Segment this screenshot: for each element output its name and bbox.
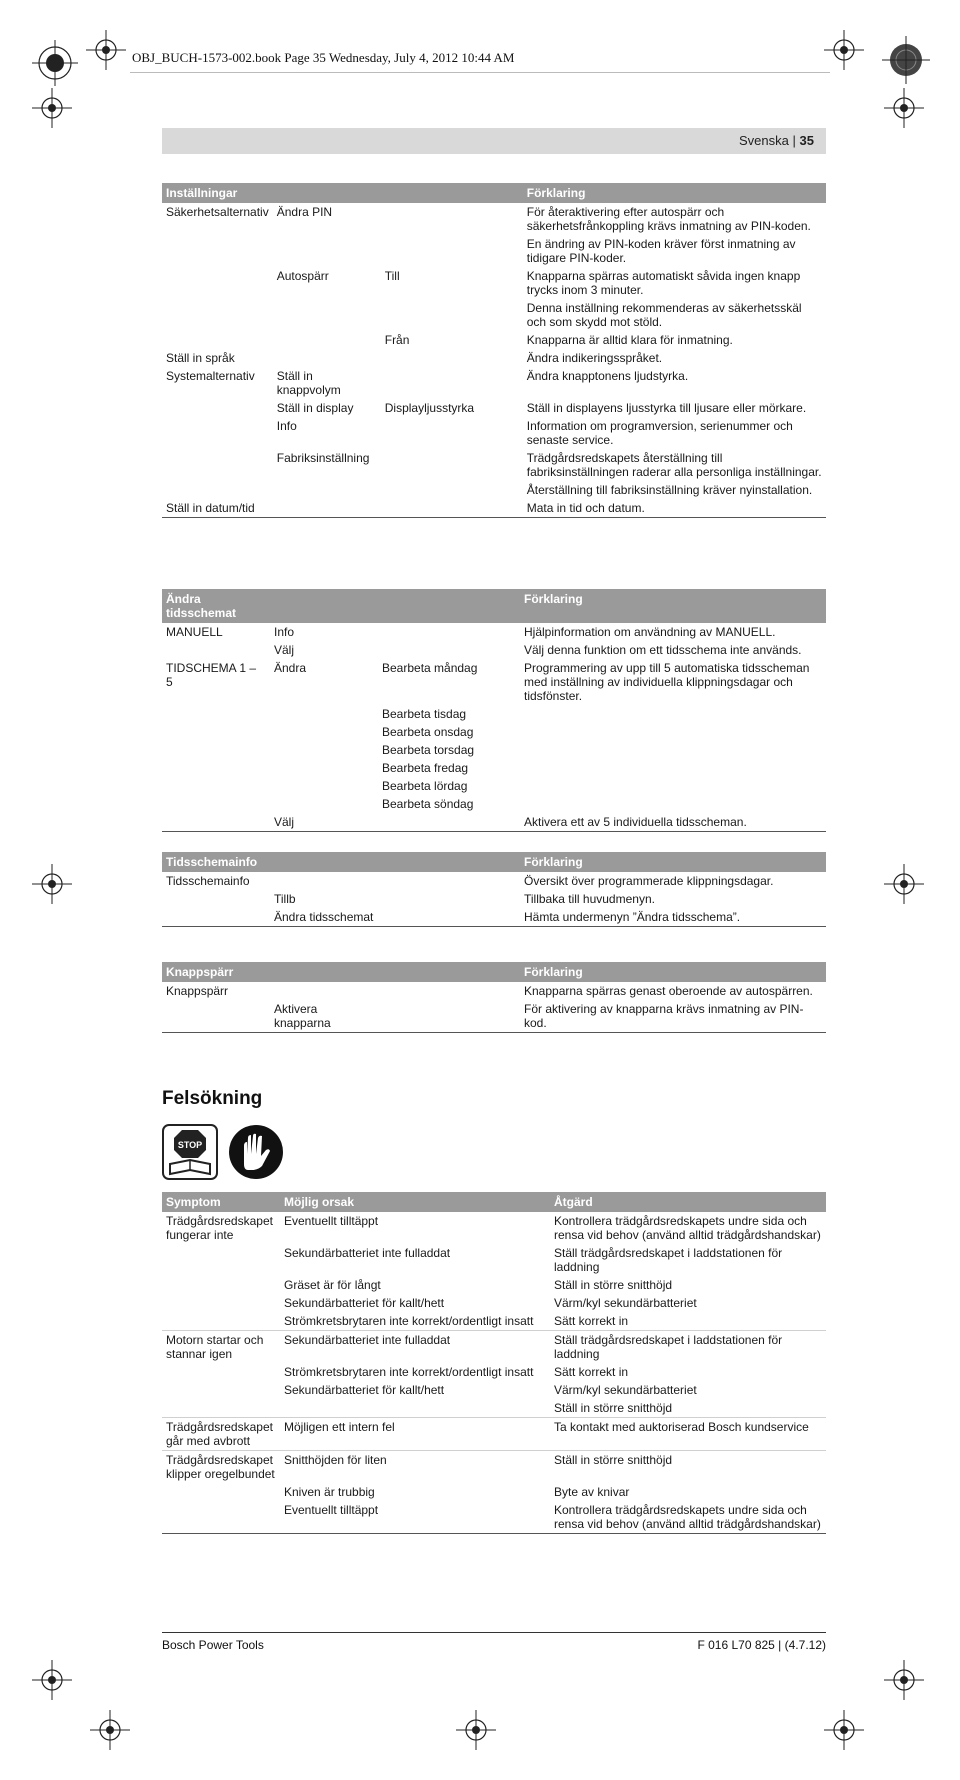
table-cell: Värm/kyl sekundärbatteriet bbox=[554, 1296, 697, 1310]
table-cell: Aktivera ett av 5 individuella tidsscheman. bbox=[520, 813, 826, 832]
table-cell bbox=[381, 417, 523, 449]
table-header: Ändra tidsschemat bbox=[162, 589, 270, 623]
table-cell bbox=[378, 813, 520, 832]
table-cell bbox=[520, 723, 826, 741]
table-cell: Strömkretsbrytaren inte korrekt/ordentligt insatt bbox=[284, 1365, 534, 1379]
table-cell bbox=[270, 777, 378, 795]
table-cell: Sekundärbatteriet för kallt/hett bbox=[284, 1383, 445, 1397]
table-row bbox=[162, 659, 826, 705]
table-header: Symptom bbox=[162, 1192, 280, 1212]
table-header: Tidsschemainfo bbox=[162, 852, 270, 872]
table-cell bbox=[162, 1381, 280, 1399]
table-row bbox=[162, 890, 826, 908]
table-cell: För återaktivering efter autospärr och säkerhetsfrånkoppling krävs inmatning av PIN-koden. bbox=[526, 205, 811, 233]
troubleshooting-table bbox=[162, 1192, 826, 1534]
table-header bbox=[381, 183, 523, 203]
table-cell: Bearbeta onsdag bbox=[382, 725, 474, 739]
table-cell bbox=[378, 908, 520, 927]
table-cell: Ändra bbox=[274, 661, 307, 675]
footer-left: Bosch Power Tools bbox=[162, 1638, 264, 1652]
table-row bbox=[162, 1483, 826, 1501]
table-cell bbox=[270, 872, 378, 890]
table-cell: Knapparna är alltid klara för inmatning. bbox=[526, 333, 733, 347]
registration-mark-icon bbox=[32, 88, 72, 128]
table-cell: Ställ in knappvolym bbox=[276, 369, 341, 397]
table-cell bbox=[270, 723, 378, 741]
table-cell: Hjälpinformation om användning av MANUELL. bbox=[524, 625, 776, 639]
table-cell: Välj bbox=[274, 643, 295, 657]
table-cell bbox=[520, 795, 826, 813]
table-row bbox=[162, 367, 826, 399]
table-row bbox=[162, 1212, 826, 1244]
table-header: Åtgärd bbox=[550, 1192, 826, 1212]
settings-table-body bbox=[162, 203, 826, 518]
table-cell: Ställ in större snitthöjd bbox=[554, 1278, 673, 1292]
table-header: Knappspärr bbox=[162, 962, 270, 982]
table-cell: Info bbox=[276, 419, 297, 433]
key-lock-body bbox=[162, 982, 826, 1033]
schedule-table bbox=[162, 589, 826, 832]
table-cell: Mata in tid och datum. bbox=[523, 499, 826, 518]
table-cell bbox=[273, 235, 381, 267]
table-row bbox=[162, 235, 826, 267]
table-row bbox=[162, 1399, 826, 1418]
table-cell bbox=[381, 449, 523, 481]
table-cell bbox=[273, 299, 381, 331]
table-cell: Sekundärbatteriet för kallt/hett bbox=[284, 1296, 445, 1310]
table-row bbox=[162, 872, 826, 890]
table-header: Förklaring bbox=[520, 852, 826, 872]
table-cell bbox=[273, 499, 381, 518]
table-header bbox=[270, 589, 378, 623]
table-row bbox=[162, 705, 826, 723]
table-cell: Eventuellt tilltäppt bbox=[280, 1501, 550, 1534]
table-row bbox=[162, 1000, 826, 1033]
table-cell: Från bbox=[384, 333, 410, 347]
table-row bbox=[162, 1312, 826, 1331]
table-cell: Bearbeta torsdag bbox=[382, 743, 475, 757]
table-cell: Programmering av upp till 5 automatiska tidsscheman med inställning av individuella klippningsdagar och tidsfönster. bbox=[524, 661, 810, 703]
table-row bbox=[162, 1276, 826, 1294]
table-row bbox=[162, 908, 826, 927]
table-header bbox=[273, 183, 381, 203]
table-cell bbox=[162, 795, 270, 813]
registration-mark-icon bbox=[884, 1660, 924, 1700]
table-header: Inställningar bbox=[162, 183, 273, 203]
table-cell: Ändra indikeringsspråket. bbox=[526, 351, 663, 365]
registration-mark-icon bbox=[86, 30, 126, 70]
table-cell: Bearbeta fredag bbox=[382, 761, 469, 775]
table-cell: Trädgårdsredskapet fungerar inte bbox=[166, 1214, 273, 1242]
table-row bbox=[162, 481, 826, 499]
table-row bbox=[162, 499, 826, 518]
table-cell bbox=[273, 331, 381, 349]
table-cell bbox=[381, 367, 523, 399]
page-number: 35 bbox=[799, 133, 814, 148]
table-row bbox=[162, 623, 826, 641]
table-cell: Välj denna funktion om ett tidsschema inte används. bbox=[524, 643, 802, 657]
table-row bbox=[162, 1331, 826, 1364]
table-cell: Information om programversion, serienummer och senaste service. bbox=[526, 419, 793, 447]
table-cell bbox=[381, 481, 523, 499]
table-row bbox=[162, 399, 826, 417]
table-cell bbox=[162, 481, 273, 499]
table-cell: Bearbeta lördag bbox=[382, 779, 468, 793]
table-cell bbox=[162, 723, 270, 741]
troubleshooting-body bbox=[162, 1212, 826, 1534]
table-cell bbox=[378, 623, 520, 641]
table-header: Förklaring bbox=[520, 589, 826, 623]
table-cell bbox=[381, 349, 523, 367]
table-cell: Hämta undermenyn ”Ändra tidsschema”. bbox=[520, 908, 826, 927]
table-cell bbox=[162, 1501, 280, 1534]
schedule-table-body bbox=[162, 623, 826, 832]
table-cell bbox=[162, 417, 273, 449]
table-cell: Kontrollera trädgårdsredskapets undre sida och rensa vid behov (använd alltid trädgårdshandskar) bbox=[550, 1501, 826, 1534]
table-cell: Byte av knivar bbox=[554, 1485, 630, 1499]
table-cell: Motorn startar och stannar igen bbox=[166, 1333, 264, 1361]
table-cell: TIDSCHEMA 1 – 5 bbox=[166, 661, 257, 689]
table-row bbox=[162, 641, 826, 659]
table-row bbox=[162, 1363, 826, 1381]
table-cell bbox=[270, 741, 378, 759]
table-row bbox=[162, 331, 826, 349]
table-cell: För aktivering av knapparna krävs inmatning av PIN-kod. bbox=[520, 1000, 826, 1033]
table-cell: Ställ in större snitthöjd bbox=[554, 1453, 673, 1467]
table-cell bbox=[381, 235, 523, 267]
table-cell: Trädgårdsredskapet går med avbrott bbox=[162, 1418, 280, 1451]
table-header bbox=[270, 852, 378, 872]
footer-right: F 016 L70 825 | (4.7.12) bbox=[697, 1638, 826, 1652]
table-header: Möjlig orsak bbox=[280, 1192, 550, 1212]
table-cell: Till bbox=[384, 269, 400, 283]
table-cell bbox=[520, 759, 826, 777]
table-cell bbox=[162, 890, 270, 908]
table-cell bbox=[520, 741, 826, 759]
table-cell: Displayljusstyrka bbox=[384, 401, 475, 415]
page-separator: | bbox=[792, 133, 796, 148]
table-cell bbox=[270, 705, 378, 723]
table-cell bbox=[270, 982, 378, 1000]
table-cell bbox=[162, 908, 270, 927]
table-cell bbox=[162, 813, 270, 832]
registration-mark-icon bbox=[884, 88, 924, 128]
table-row bbox=[162, 741, 826, 759]
table-row bbox=[162, 1451, 826, 1484]
table-row bbox=[162, 1418, 826, 1451]
registration-mark-icon bbox=[32, 1660, 72, 1700]
table-cell: Ställ in datum/tid bbox=[162, 499, 273, 518]
table-cell bbox=[162, 705, 270, 723]
registration-mark-icon bbox=[90, 1710, 130, 1750]
table-cell: Info bbox=[274, 625, 295, 639]
table-cell bbox=[270, 759, 378, 777]
table-cell: Kniven är trubbig bbox=[284, 1485, 375, 1499]
table-cell bbox=[162, 1276, 280, 1294]
table-cell: Ställ in språk bbox=[166, 351, 235, 365]
table-cell: Autospärr bbox=[276, 269, 329, 283]
table-cell: Ställ in displayens ljusstyrka till ljusare eller mörkare. bbox=[526, 401, 807, 415]
table-row bbox=[162, 759, 826, 777]
table-cell: Ta kontakt med auktoriserad Bosch kundservice bbox=[550, 1418, 826, 1451]
table-cell bbox=[162, 1399, 280, 1418]
registration-mark-icon bbox=[824, 30, 864, 70]
table-cell bbox=[162, 1312, 280, 1331]
table-cell bbox=[162, 641, 270, 659]
table-row bbox=[162, 723, 826, 741]
table-cell: Sätt korrekt in bbox=[550, 1312, 826, 1331]
table-cell: Aktivera knapparna bbox=[270, 1000, 378, 1033]
table-cell: Sekundärbatteriet inte fulladdat bbox=[284, 1333, 451, 1347]
table-cell bbox=[270, 795, 378, 813]
schedule-info-body bbox=[162, 872, 826, 927]
table-cell bbox=[381, 299, 523, 331]
table-cell: Gräset är för långt bbox=[284, 1278, 381, 1292]
table-cell: Ställ in display bbox=[276, 401, 354, 415]
table-cell: Tillb bbox=[274, 892, 296, 906]
table-cell: Ställ trädgårdsredskapet i laddstationen för laddning bbox=[554, 1333, 783, 1361]
table-cell: Knapparna spärras genast oberoende av autospärren. bbox=[524, 984, 813, 998]
registration-mark-icon bbox=[824, 1710, 864, 1750]
table-cell: Möjligen ett intern fel bbox=[280, 1418, 550, 1451]
table-cell bbox=[162, 331, 273, 349]
table-cell: Trädgårdsredskapet klipper oregelbundet bbox=[166, 1453, 275, 1481]
table-cell bbox=[520, 705, 826, 723]
table-row bbox=[162, 417, 826, 449]
footer-rule bbox=[162, 1632, 826, 1633]
key-lock-table bbox=[162, 962, 826, 1033]
table-cell bbox=[378, 872, 520, 890]
table-cell: Denna inställning rekommenderas av säkerhetsskäl och som skydd mot stöld. bbox=[526, 301, 802, 329]
table-cell bbox=[162, 399, 273, 417]
table-cell: MANUELL bbox=[166, 625, 223, 639]
table-header bbox=[378, 589, 520, 623]
table-row bbox=[162, 813, 826, 832]
table-cell: Säkerhetsalternativ bbox=[166, 205, 269, 219]
table-row bbox=[162, 299, 826, 331]
table-cell: Trädgårdsredskapets återställning till fabriksinställningen raderar alla personliga inställningar. bbox=[526, 451, 822, 479]
table-header bbox=[270, 962, 378, 982]
table-cell: Bearbeta måndag bbox=[382, 661, 478, 675]
table-cell bbox=[378, 890, 520, 908]
table-row bbox=[162, 203, 826, 235]
table-cell: Översikt över programmerade klippningsdagar. bbox=[524, 874, 774, 888]
crop-line-top bbox=[130, 72, 830, 73]
table-cell: Återställning till fabriksinställning kräver nyinstallation. bbox=[526, 483, 813, 497]
table-cell bbox=[381, 499, 523, 518]
table-header bbox=[378, 852, 520, 872]
table-cell: Snitthöjden för liten bbox=[284, 1453, 387, 1467]
table-cell bbox=[162, 1363, 280, 1381]
table-row bbox=[162, 982, 826, 1000]
svg-text:STOP: STOP bbox=[177, 1140, 203, 1150]
page-label bbox=[739, 133, 814, 148]
table-row bbox=[162, 267, 826, 299]
table-cell bbox=[162, 235, 273, 267]
table-cell: Tillbaka till huvudmenyn. bbox=[524, 892, 655, 906]
table-cell bbox=[378, 982, 520, 1000]
table-cell bbox=[280, 1399, 550, 1418]
table-cell: Bearbeta tisdag bbox=[382, 707, 467, 721]
table-header bbox=[378, 962, 520, 982]
language-label: Svenska bbox=[739, 133, 789, 148]
table-cell bbox=[162, 741, 270, 759]
table-header: Förklaring bbox=[520, 962, 826, 982]
table-cell bbox=[162, 777, 270, 795]
table-cell: Fabriksinställning bbox=[276, 451, 370, 465]
table-cell bbox=[162, 299, 273, 331]
table-cell: Knappspärr bbox=[166, 984, 229, 998]
section-title: Felsökning bbox=[162, 1088, 263, 1109]
table-row bbox=[162, 1244, 826, 1276]
table-cell: Kontrollera trädgårdsredskapets undre sida och rensa vid behov (använd alltid trädgårdshandskar) bbox=[554, 1214, 821, 1242]
table-row bbox=[162, 777, 826, 795]
protective-gloves-icon bbox=[228, 1124, 284, 1180]
table-cell: Ändra tidsschemat bbox=[270, 908, 378, 927]
table-cell bbox=[520, 777, 826, 795]
table-cell: Strömkretsbrytaren inte korrekt/ordentligt insatt bbox=[280, 1312, 550, 1331]
schedule-info-table bbox=[162, 852, 826, 927]
table-row bbox=[162, 1381, 826, 1399]
table-cell: Ställ in större snitthöjd bbox=[550, 1399, 826, 1418]
table-cell bbox=[273, 349, 381, 367]
table-row bbox=[162, 795, 826, 813]
registration-mark-icon bbox=[882, 36, 930, 84]
table-cell bbox=[273, 481, 381, 499]
table-cell: Välj bbox=[270, 813, 378, 832]
table-cell: Ändra knapptonens ljudstyrka. bbox=[526, 369, 689, 383]
table-row bbox=[162, 1501, 826, 1534]
registration-mark-icon bbox=[884, 864, 924, 904]
registration-mark-icon bbox=[32, 40, 78, 86]
table-cell bbox=[162, 1294, 280, 1312]
table-cell bbox=[162, 1000, 270, 1033]
table-cell: Ändra PIN bbox=[276, 205, 333, 219]
settings-table bbox=[162, 183, 826, 518]
table-cell bbox=[162, 267, 273, 299]
table-cell: Knapparna spärras automatiskt såvida ingen knapp trycks inom 3 minuter. bbox=[526, 269, 801, 297]
table-cell bbox=[162, 1483, 280, 1501]
table-row bbox=[162, 349, 826, 367]
table-cell bbox=[378, 1000, 520, 1033]
table-row bbox=[162, 1294, 826, 1312]
table-cell: Värm/kyl sekundärbatteriet bbox=[554, 1383, 697, 1397]
print-header: OBJ_BUCH-1573-002.book Page 35 Wednesday, July 4, 2012 10:44 AM bbox=[132, 50, 515, 65]
stop-read-manual-icon bbox=[162, 1124, 218, 1180]
page-label-bar bbox=[162, 128, 826, 154]
table-cell bbox=[162, 449, 273, 481]
table-cell: Sekundärbatteriet inte fulladdat bbox=[284, 1246, 451, 1260]
table-row bbox=[162, 449, 826, 481]
table-cell bbox=[162, 759, 270, 777]
table-cell: Bearbeta söndag bbox=[382, 797, 474, 811]
table-cell: Eventuellt tilltäppt bbox=[284, 1214, 379, 1228]
table-cell: En ändring av PIN-koden kräver först inmatning av tidigare PIN-koder. bbox=[526, 237, 796, 265]
table-cell: Ställ trädgårdsredskapet i laddstationen för laddning bbox=[554, 1246, 783, 1274]
table-cell bbox=[381, 203, 523, 235]
table-header: Förklaring bbox=[523, 183, 826, 203]
registration-mark-icon bbox=[32, 864, 72, 904]
table-cell: Sätt korrekt in bbox=[554, 1365, 629, 1379]
table-cell bbox=[378, 641, 520, 659]
table-cell bbox=[162, 1244, 280, 1276]
registration-mark-icon bbox=[456, 1710, 496, 1750]
table-cell: Tidsschemainfo bbox=[166, 874, 250, 888]
table-cell: Systemalternativ bbox=[166, 369, 255, 383]
